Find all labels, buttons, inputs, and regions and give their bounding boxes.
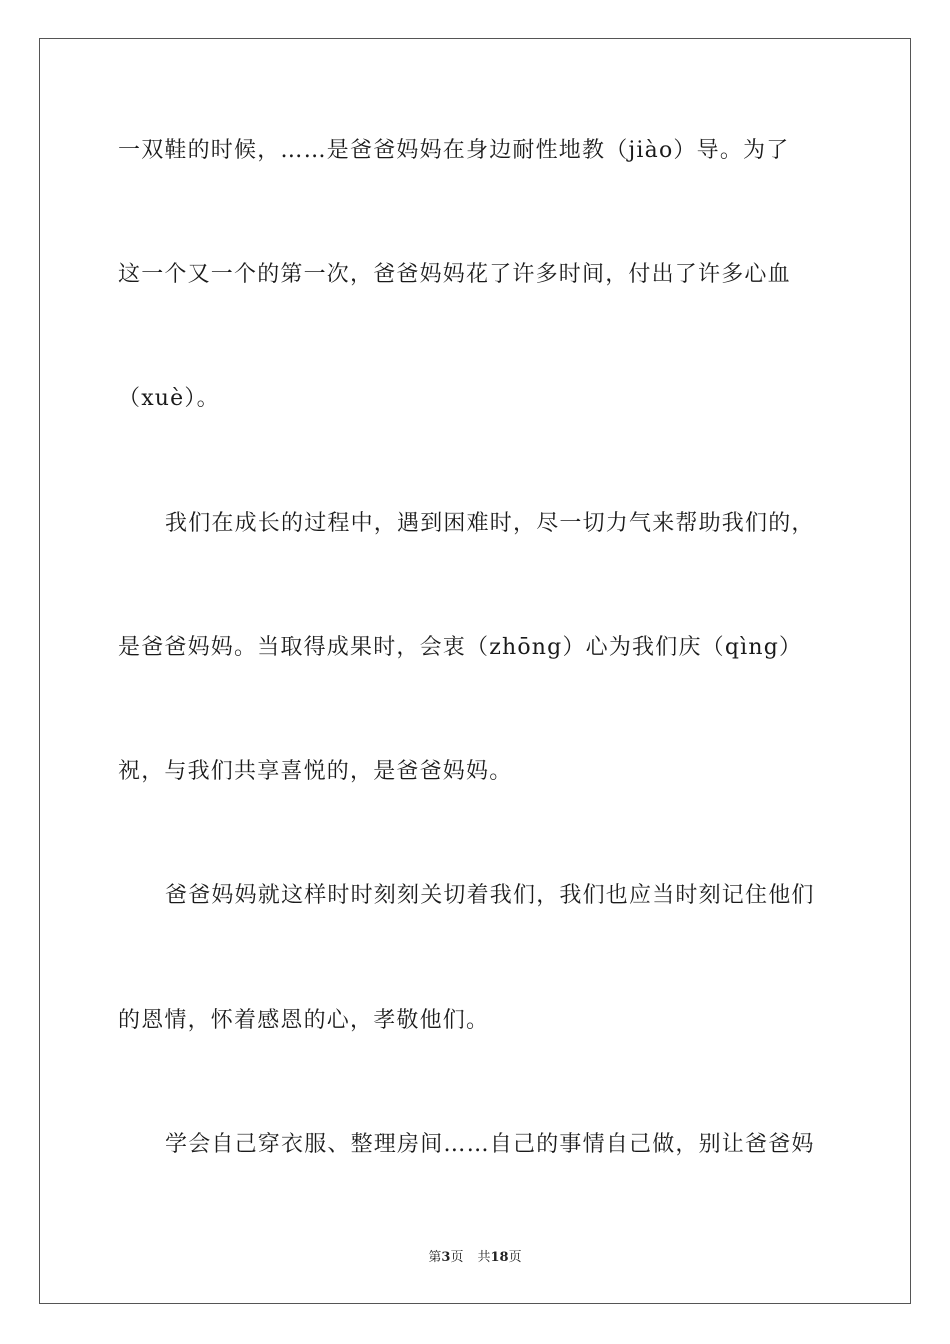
total-prefix: 共 [477,1250,491,1265]
text-line-6: 祝，与我们共享喜悦的，是爸爸妈妈。 [118,759,513,784]
total-suffix: 页 [508,1250,522,1265]
text-line-1: 一双鞋的时候，……是爸爸妈妈在身边耐性地教（jiào）导。为了 [118,138,790,163]
page-border [39,38,911,1304]
page-suffix: 页 [450,1250,464,1265]
text-line-4: 我们在成长的过程中，遇到困难时，尽一切力气来帮助我们的， [165,511,815,536]
text-line-8: 的恩情，怀着感恩的心，孝敬他们。 [118,1008,490,1033]
page-prefix: 第 [428,1250,442,1265]
text-line-5: 是爸爸妈妈。当取得成果时，会衷（zhōng）心为我们庆（qìng） [118,635,803,660]
text-line-9: 学会自己穿衣服、整理房间……自己的事情自己做，别让爸爸妈 [165,1132,815,1157]
page-number: 3 [441,1250,451,1265]
page-footer [0,1246,950,1265]
text-line-2: 这一个又一个的第一次，爸爸妈妈花了许多时间，付出了许多心血 [118,262,791,287]
text-line-7: 爸爸妈妈就这样时时刻刻关切着我们，我们也应当时刻记住他们 [165,883,815,908]
total-pages: 18 [490,1250,509,1265]
text-line-3: （xuè）。 [118,386,220,411]
